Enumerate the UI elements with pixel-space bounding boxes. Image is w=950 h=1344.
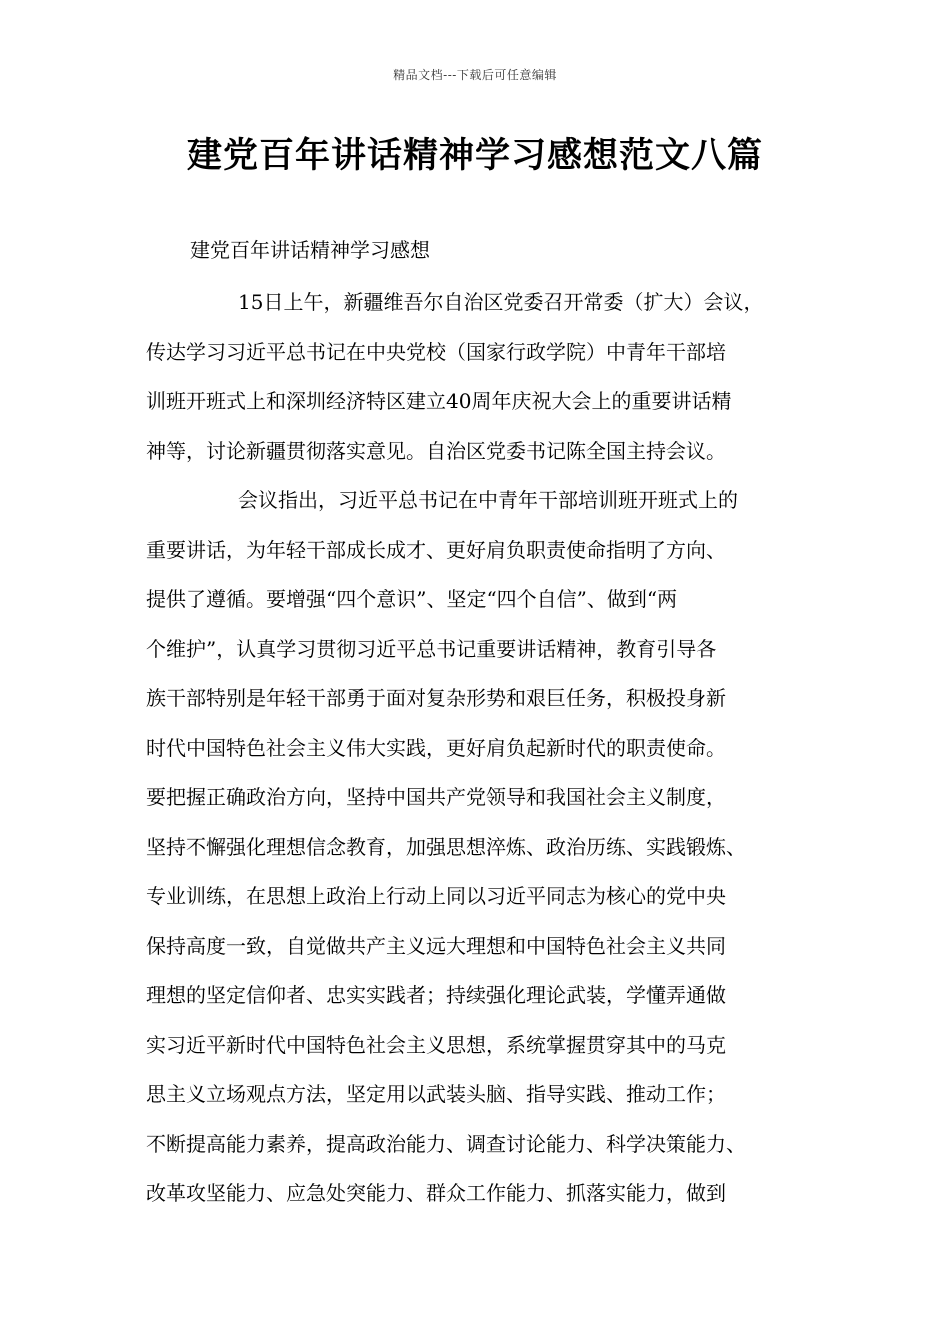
paragraph-line: 改革攻坚能力、应急处突能力、群众工作能力、抓落实能力，做到	[146, 1181, 726, 1205]
section-subtitle: 建党百年讲话精神学习感想	[190, 238, 430, 262]
paragraph-line: 训班开班式上和深圳经济特区建立40周年庆祝大会上的重要讲话精	[146, 389, 732, 413]
paragraph-line: 保持高度一致，自觉做共产主义远大理想和中国特色社会主义共同	[146, 933, 726, 958]
paragraph-line: 神等，讨论新疆贯彻落实意见。自治区党委书记陈全国主持会议。	[146, 438, 726, 463]
paragraph-line: 不断提高能力素养，提高政治能力、调查讨论能力、科学决策能力、	[146, 1131, 746, 1156]
paragraph-line: 坚持不懈强化理想信念教育，加强思想淬炼、政治历练、实践锻炼、	[146, 834, 746, 859]
paragraph-line: 专业训练，在思想上政治上行动上同以习近平同志为核心的党中央	[146, 884, 726, 908]
paragraph-line: 理想的坚定信仰者、忠实实践者；持续强化理论武装，学懂弄通做	[146, 983, 726, 1007]
paragraph-2	[146, 486, 746, 1229]
paragraph-line: 会议指出，习近平总书记在中青年干部培训班开班式上的	[238, 488, 738, 512]
paragraph-line: 思主义立场观点方法，坚定用以武装头脑、指导实践、推动工作；	[146, 1082, 726, 1106]
paragraph-line: 传达学习习近平总书记在中央党校（国家行政学院）中青年干部培	[146, 339, 726, 364]
paragraph-line: 族干部特别是年轻干部勇于面对复杂形势和艰巨任务，积极投身新	[146, 686, 726, 710]
paragraph-line: 个维护”，认真学习贯彻习近平总书记重要讲话精神，教育引导各	[146, 636, 717, 661]
paragraph-line: 实习近平新时代中国特色社会主义思想，系统掌握贯穿其中的马克	[146, 1032, 726, 1057]
paragraph-line: 时代中国特色社会主义伟大实践，更好肩负起新时代的职责使命。	[146, 735, 726, 760]
paragraph-1	[146, 288, 763, 486]
document-title: 建党百年讲话精神学习感想范文八篇	[186, 136, 763, 176]
paragraph-line: 重要讲话，为年轻干部成长成才、更好肩负职责使命指明了方向、	[146, 537, 726, 562]
header-note: 精品文档---下载后可任意编辑	[393, 68, 557, 82]
paragraph-line: 要把握正确政治方向，坚持中国共产党领导和我国社会主义制度，	[146, 785, 726, 809]
paragraph-line: 提供了遵循。要增强“四个意识”、坚定“四个自信”、做到“两	[146, 587, 678, 611]
paragraph-line: 15日上午，新疆维吾尔自治区党委召开常委（扩大）会议，	[238, 290, 764, 314]
